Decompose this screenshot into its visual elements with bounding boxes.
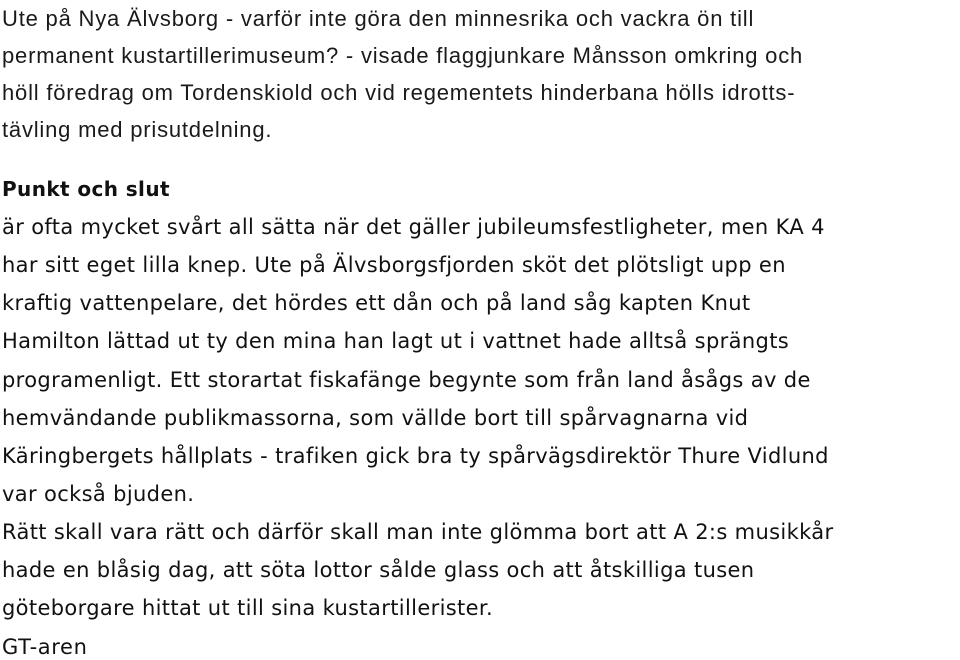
intro-line: permanent kustartillerimuseum? - visade flaggjunkare Månsson omkring och — [2, 43, 804, 68]
body-line: programenligt. Ett storartat fiskafänge begynte som från land åsågs av de — [2, 368, 811, 392]
body-line: hade en blåsig dag, att söta lottor sålde glass och att åtskilliga tusen — [2, 558, 755, 582]
body-line: har sitt eget lilla knep. Ute på Älvsborgsfjorden sköt det plötsligt upp en — [2, 253, 786, 277]
intro-line: Ute på Nya Älvsborg - varför inte göra den minnesrika och vackra ön till — [2, 6, 755, 31]
body-line: Rätt skall vara rätt och därför skall man inte glömma bort att A 2:s musikkår — [2, 520, 834, 544]
body-line: är ofta mycket svårt all sätta när det gäller jubileumsfestligheter, men KA 4 — [2, 215, 825, 239]
body-line: var också bjuden. — [2, 482, 195, 506]
body-line: göteborgare hittat ut till sina kustartillerister. — [2, 596, 493, 620]
body-line: Hamilton lättad ut ty den mina han lagt ut i vattnet hade alltså sprängts — [2, 329, 790, 353]
body-line: hemvändande publikmassorna, som vällde bort till spårvagnarna vid — [2, 406, 749, 430]
body-line: Käringbergets hållplats - trafiken gick bra ty spårvägsdirektör Thure Vidlund — [2, 444, 829, 468]
section-heading: Punkt och slut — [2, 177, 170, 201]
intro-line: tävling med prisutdelning. — [2, 117, 273, 142]
intro-line: höll föredrag om Tordenskiold och vid regementets hinderbana hölls idrotts- — [2, 80, 796, 105]
body-line: kraftig vattenpelare, det hördes ett dån och på land såg kapten Knut — [2, 291, 751, 315]
signature: GT-aren — [2, 635, 88, 659]
